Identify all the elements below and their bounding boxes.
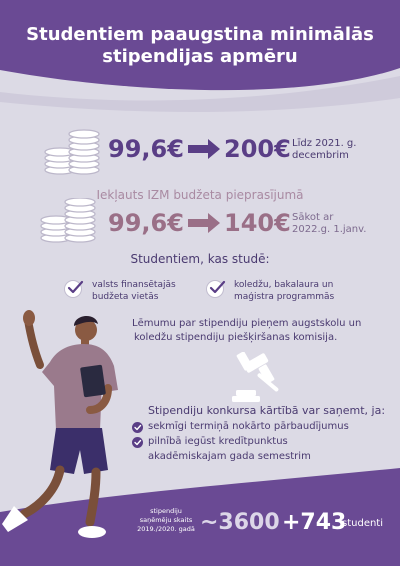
stipend-current-amount-2022: 99,6€	[108, 209, 184, 237]
checkmark-icon	[133, 423, 142, 432]
person-illustration	[0, 310, 130, 540]
study-option-2-line-2: maģistra programmās	[234, 292, 335, 302]
conditions-heading: Stipendiju konkursa kārtībā var saņemt, ja:	[148, 404, 386, 417]
students-heading: Studentiem, kas studē:	[130, 252, 270, 266]
gavel-icon	[228, 352, 290, 404]
coin-stack-icon	[40, 128, 104, 176]
recipient-count: ~3600	[200, 510, 280, 535]
checkmark-icon	[133, 438, 142, 447]
checkmark-icon	[66, 280, 84, 296]
page-title-line-1: Studentiem paaugstina minimālās	[26, 24, 374, 45]
stipend-start-line-1: Sākot ar	[292, 212, 334, 223]
footer-label-line-2: saņēmēju skaits	[139, 516, 193, 524]
arrow-right-icon	[186, 138, 222, 160]
stipend-start-line-2: 2022.g. 1.janv.	[292, 224, 367, 235]
budget-label: Iekļauts IZM budžeta pieprasījumā	[96, 188, 304, 202]
stipend-deadline-line-1: Līdz 2021. g.	[292, 138, 357, 149]
condition-2-line-1: pilnībā iegūst kredītpunktus	[148, 436, 288, 447]
study-option-1-line-1: valsts finansētajās	[92, 280, 176, 290]
coin-stack-icon	[36, 198, 100, 244]
stipend-new-amount: 200€	[224, 135, 291, 163]
page-title-line-2: stipendijas apmēru	[102, 46, 298, 67]
decision-text-line-1: Lēmumu par stipendiju pieņem augstskolu un	[132, 318, 362, 329]
stipend-current-amount: 99,6€	[108, 135, 184, 163]
study-option-2-line-1: koledžu, bakalaura un	[234, 280, 334, 290]
condition-1-line-1: sekmīgi termiņā nokārto pārbaudījumus	[148, 421, 349, 432]
arrow-right-icon	[186, 212, 222, 234]
footer-label-line-1: stipendiju	[150, 507, 182, 515]
footer-label-line-3: 2019./2020. gadā	[137, 525, 195, 533]
condition-2-line-2: akadēmiskajam gada semestrim	[148, 451, 311, 462]
recipient-increase: +743	[282, 510, 347, 535]
stipend-new-amount-2022: 140€	[224, 209, 291, 237]
study-option-1-line-2: budžeta vietās	[92, 292, 159, 302]
checkmark-icon	[208, 280, 226, 296]
decision-text-line-2: koledžu stipendiju piešķiršanas komisija.	[134, 332, 338, 343]
stipend-deadline-line-2: decembrim	[292, 150, 349, 161]
recipient-unit: studenti	[342, 518, 384, 529]
